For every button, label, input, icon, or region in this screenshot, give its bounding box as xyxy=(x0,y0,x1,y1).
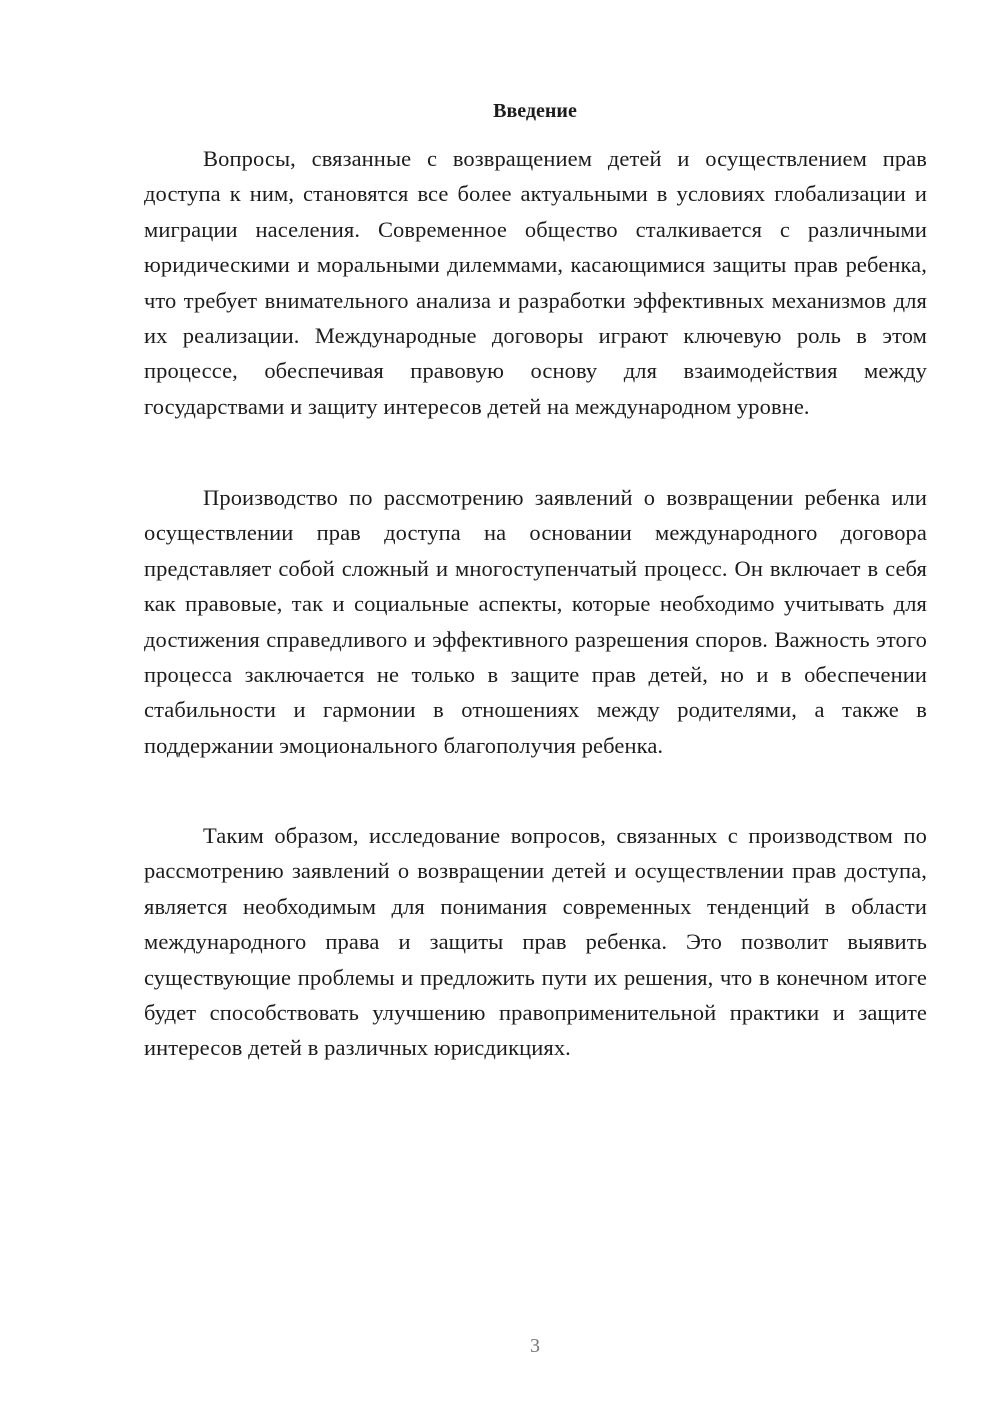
paragraph-3: Таким образом, исследование вопросов, связанных с производством по рассмотрению заявлений о возвращении детей и осуществлении прав доступа, является необходимым для понимания современных тенденций в области международного права и защиты прав ребенка. Это позволит выявить существующие проблемы и предложить пути их решения, что в конечном итоге будет способствовать улучшению правоприменительной практики и защите интересов детей в различных юрисдикциях. xyxy=(144,823,927,1061)
page-number: 3 xyxy=(530,1335,540,1357)
paragraph-2: Производство по рассмотрению заявлений о возвращении ребенка или осуществлении прав доступа на основании международного договора представляет собой сложный и многоступенчатый процесс. Он включает в себя как правовые, так и социальные аспекты, которые необходимо учитывать для достижения справедливого и эффективного разрешения споров. Важность этого процесса заключается не только в защите прав детей, но и в обеспечении стабильности и гармонии в отношениях между родителями, а также в поддержании эмоционального благополучия ребенка. xyxy=(144,485,927,758)
paragraph-1: Вопросы, связанные с возвращением детей и осуществлением прав доступа к ним, становятся все более актуальными в условиях глобализации и миграции населения. Современное общество сталкивается с различными юридическими и моральными дилеммами, касающимися защиты прав ребенка, что требует внимательного анализа и разработки эффективных механизмов для их реализации. Международные договоры играют ключевую роль в этом процессе, обеспечивая правовую основу для взаимодействия между государствами и защиту интересов детей на международном уровне. xyxy=(144,146,927,419)
section-title: Введение xyxy=(493,100,577,122)
